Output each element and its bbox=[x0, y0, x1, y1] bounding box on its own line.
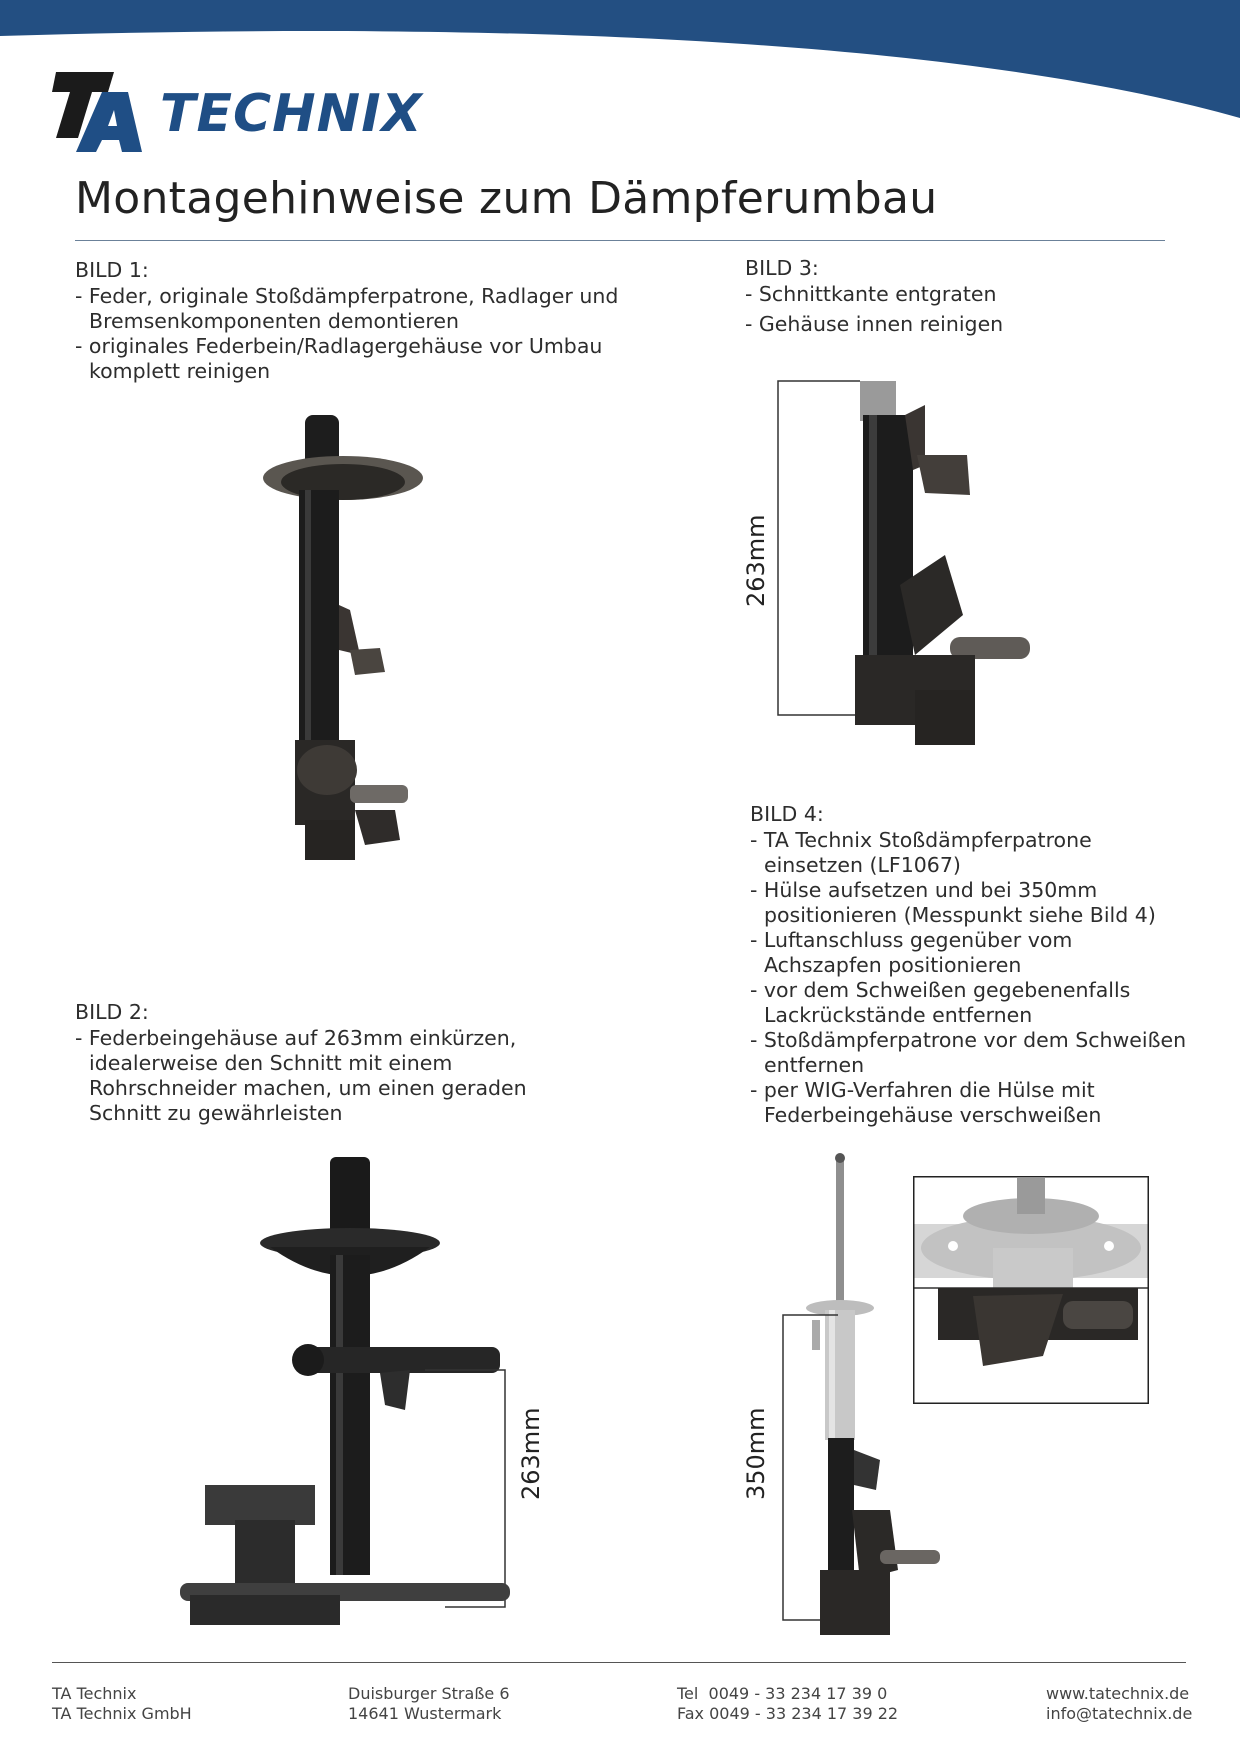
bild1-instructions bbox=[75, 258, 635, 384]
brand-logo-icon bbox=[50, 70, 160, 152]
footer-fax: Fax 0049 - 33 234 17 39 22 bbox=[677, 1704, 899, 1723]
bild1-heading: BILD 1: bbox=[75, 258, 149, 282]
bild4-item: - Hülse aufsetzen und bei 350mm positionieren (Messpunkt siehe Bild 4) bbox=[750, 878, 1190, 928]
footer-address bbox=[348, 1684, 510, 1724]
footer-company-line2: TA Technix GmbH bbox=[52, 1704, 192, 1723]
footer-email-link[interactable]: info@tatechnix.de bbox=[1046, 1704, 1193, 1723]
bild1-item: - Feder, originale Stoßdämpferpatrone, Radlager und Bremsenkomponenten demontieren bbox=[75, 284, 635, 334]
bild4-item: - per WIG-Verfahren die Hülse mit Federbeingehäuse verschweißen bbox=[750, 1078, 1190, 1128]
bild4-item: - Luftanschluss gegenüber vom Achszapfen positionieren bbox=[750, 928, 1190, 978]
bild2-dimension-label: 263mm bbox=[517, 1407, 545, 1500]
bild3-instructions bbox=[745, 256, 1205, 342]
footer-address-line1: Duisburger Straße 6 bbox=[348, 1684, 510, 1703]
bild3-heading: BILD 3: bbox=[745, 256, 819, 280]
bild3-cut-housing-photo bbox=[775, 375, 1075, 755]
bild2-vise-cut-photo bbox=[180, 1155, 510, 1625]
footer-contact bbox=[1046, 1684, 1192, 1724]
bild4-item: - TA Technix Stoßdämpferpatrone einsetzen (LF1067) bbox=[750, 828, 1190, 878]
bild1-item: - originales Federbein/Radlagergehäuse vor Umbau komplett reinigen bbox=[75, 334, 635, 384]
title-divider bbox=[75, 240, 1165, 241]
bild4-detail-inset-photo bbox=[913, 1176, 1149, 1404]
bild2-item: - Federbeingehäuse auf 263mm einkürzen, idealerweise den Schnitt mit einem Rohrschneider machen, um einen geraden Schnitt zu gewährleisten bbox=[75, 1026, 535, 1126]
bild2-heading: BILD 2: bbox=[75, 1000, 149, 1024]
footer-web-link[interactable]: www.tatechnix.de bbox=[1046, 1684, 1190, 1703]
bild3-item: - Gehäuse innen reinigen bbox=[745, 312, 1205, 337]
bild4-item: - vor dem Schweißen gegebenenfalls Lackrückstände entfernen bbox=[750, 978, 1190, 1028]
bild4-dimension-label: 350mm bbox=[742, 1407, 770, 1500]
footer-company-line1: TA Technix bbox=[52, 1684, 137, 1703]
footer-divider bbox=[52, 1662, 1186, 1663]
footer-company bbox=[52, 1684, 192, 1724]
bild2-instructions bbox=[75, 1000, 535, 1126]
bild4-heading: BILD 4: bbox=[750, 802, 824, 826]
bild4-item: - Stoßdämpferpatrone vor dem Schweißen entfernen bbox=[750, 1028, 1190, 1078]
page-title: Montagehinweise zum Dämpferumbau bbox=[75, 173, 938, 224]
bild3-dimension-label: 263mm bbox=[742, 514, 770, 607]
bild3-item: - Schnittkante entgraten bbox=[745, 282, 1205, 307]
bild4-instructions bbox=[750, 802, 1190, 1128]
footer-address-line2: 14641 Wustermark bbox=[348, 1704, 502, 1723]
bild1-strut-photo bbox=[255, 410, 465, 880]
brand-wordmark: TECHNIX bbox=[160, 84, 423, 144]
footer-phone bbox=[677, 1684, 898, 1724]
footer-tel: Tel 0049 - 33 234 17 39 0 bbox=[677, 1684, 888, 1703]
